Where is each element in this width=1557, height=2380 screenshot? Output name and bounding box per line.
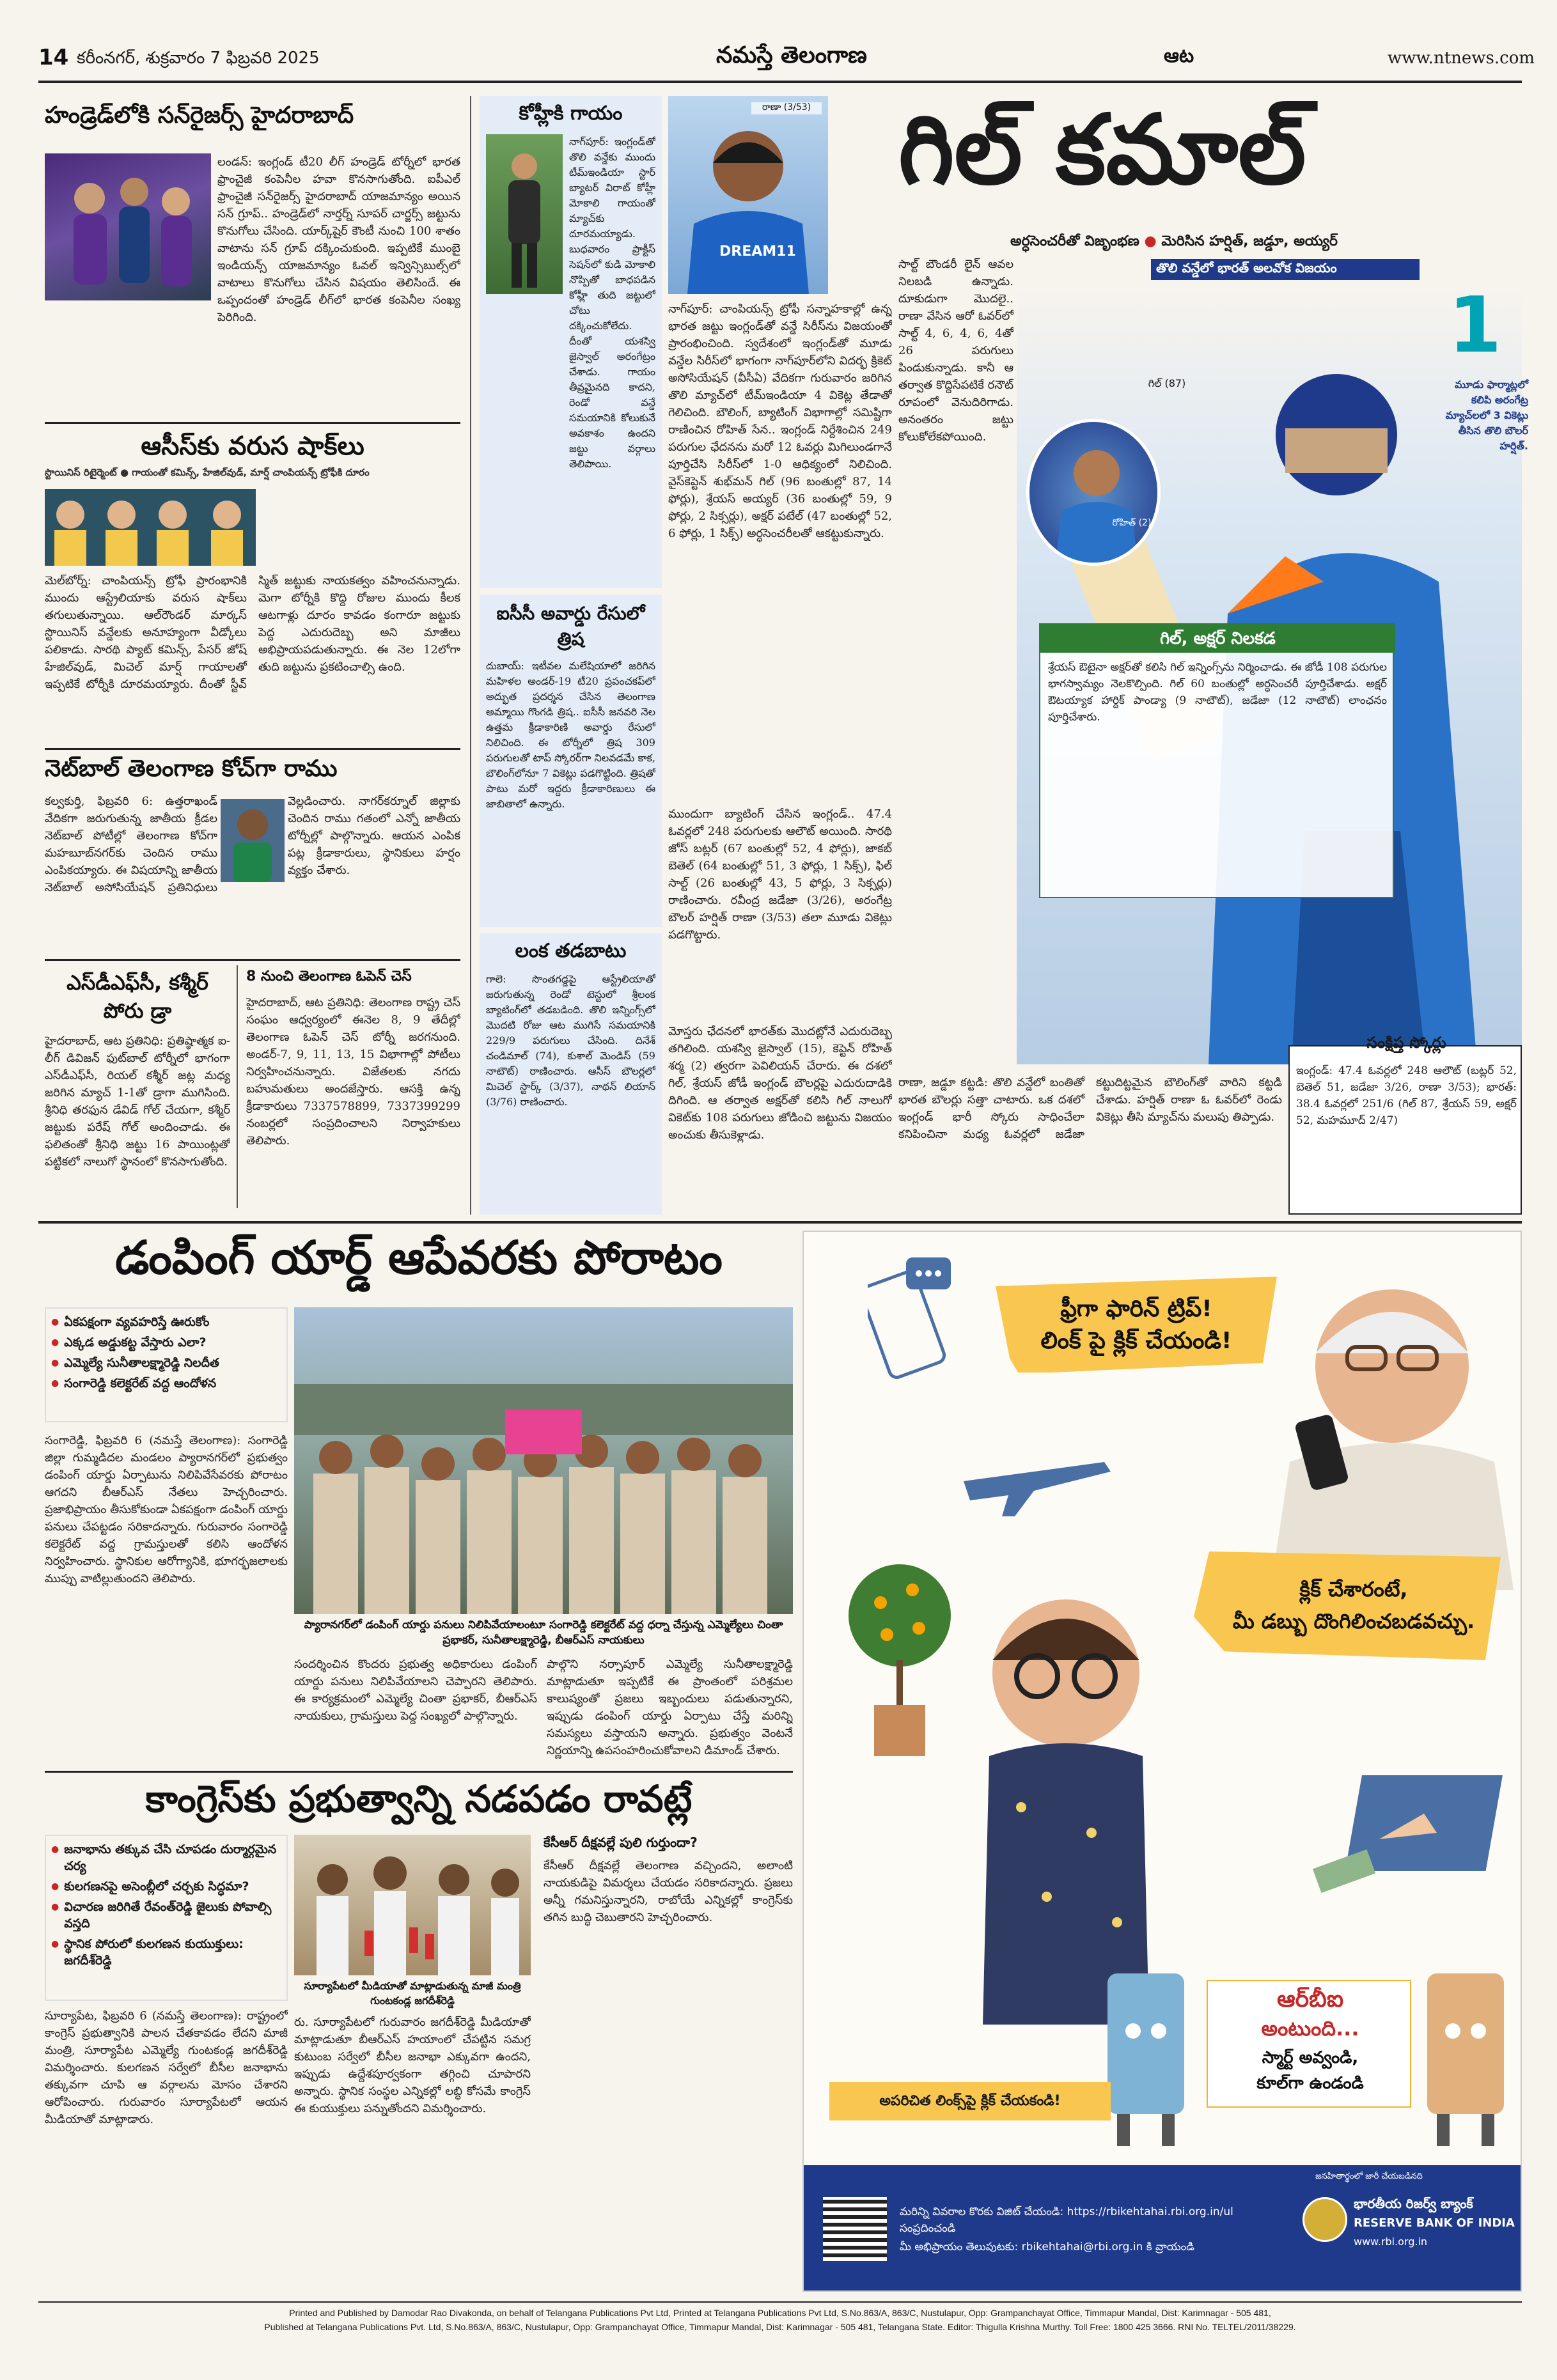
rbi-info: మరిన్ని వివరాల కొరకు విజిట్ చేయండి: https://rbikehtahai.rbi.org.in/ul సంప్రదించండి	[900, 2205, 1233, 2235]
lead-body-4: మోస్తరు ఛేదనలో భారత్‌కు మొదట్లోనే ఎదురుదెబ్బ తగిలింది. యశస్వి జైస్వాల్ (15), కెప్టెన్ రోహిత్ శర్మ (2) త్వరగా పెవిలియన్ చేరారు. ఈ దశలో గిల్, శ్రేయస్ జోడీ ఇంగ్లండ్ బౌలర్లపై ఎదురుదాడికి దిగింది. ఆ తర్వాత అక్షర్‌తో కలిసి గిల్ నాలుగో వికెట్‌కు 108 పరుగులు జోడించి జట్టును విజయం అంచుకు తీసుకెళ్లాడు.	[668, 1025, 892, 1142]
story-headline: ఎస్‌డీఎఫ్‌సీ, కశ్మీర్ పోరు డ్రా	[67, 970, 208, 1023]
phone-message-icon	[868, 1257, 957, 1379]
bullet-item: ● జనాభాను తక్కువ చేసి చూపడం దుర్మార్గమైన చర్య	[51, 1841, 281, 1874]
bullet-item: ● ఎమ్మెల్యే సునీతాలక్ష్మారెడ్డి నిలదీత	[51, 1355, 281, 1371]
rana-caption: రాణా (3/53)	[751, 102, 822, 114]
story-body: రు. సూర్యాపేటలో గురువారం జగదీశ్‌రెడ్డి మీడియాతో మాట్లాడుతూ బీఆర్‌ఎస్ హయాంలో చేపట్టిన సమగ్ర కుటుంబ సర్వేలో బీసీల జనాభా ఎక్కువగా ఉందని, ఇప్పుడు ఉద్దేశపూర్వకంగా తగ్గించి చూపారని అన్నారు. స్థానిక సంస్థల ఎన్నికల్లో లబ్ధి కోసమే కాంగ్రెస్ ఈ కుయుక్తులు పన్నుతోందని విమర్శించారు.	[294, 2016, 531, 2115]
story-body: సూర్యాపేట, ఫిబ్రవరి 6 (నమస్తే తెలంగాణ): రాష్ట్రంలో కాంగ్రెస్ ప్రభుత్వానికి పాలన చేతకావడం లేదని మాజీ మంత్రి, సూర్యాపేట ఎమ్మెల్యే గుంటకండ్ల జగదీశ్‌రెడ్డి విమర్శించారు. కులగణన సర్వేలో బీసీల జనాభాను తక్కువగా చూపి ఆ వర్గాలను మోసం చేశారని ఆరోపించారు. గురువారం సూర్యాపేటలో ఆయన మీడియాతో మాట్లాడారు.	[45, 2009, 288, 2126]
page-header	[38, 38, 1535, 83]
bullet-item: ● కులగణనపై అసెంబ్లీలో చర్చకు సిద్ధమా?	[51, 1878, 281, 1895]
lead-body-5: రాణా, జడ్డూ కట్టడి: తొలి వన్డేలో బంతితో భారత బౌలర్లు సత్తా చాటారు. ఒక దశలో ఇంగ్లండ్ భారీ స్కోరు సాధించేలా కనిపించినా మధ్య ఓవర్లలో జడేజా కట్టుదిట్టమైన బౌలింగ్‌తో వారిని కట్టడి చేశాడు. హర్షిత్ రాణా ఓ ఓవర్‌లో రెండు వికెట్లు తీసి మ్యాచ్‌ను మలుపు తిప్పాడు.	[898, 1076, 1282, 1141]
bullet-item: ● విచారణ జరిగితే రేవంత్‌రెడ్డి జైలుకు పోవాల్సి వస్తది	[51, 1899, 281, 1932]
coach-photo	[221, 799, 285, 882]
story-headline: హండ్రెడ్‌లోకి సన్‌రైజర్స్ హైదరాబాద్	[45, 102, 354, 128]
story-body: హైదరాబాద్, ఆట ప్రతినిధి: తెలంగాణ రాష్ట్ర చెస్ సంఘం ఆధ్వర్యంలో ఈనెల 8, 9 తేదీల్లో తెలంగాణ ఓపెన్ చెస్ టోర్నీ జరగనుంది. అండర్-7, 9, 11, 13, 15 విభాగాల్లో పోటీలు నిర్వహించనున్నారు. విజేతలకు నగదు బహుమతులు అందజేస్తారు. ఆసక్తి ఉన్న క్రీడాకారులు 7337578899, 7337399299 నంబర్లలో సంప్రదించాలని నిర్వాహకులు తెలిపారు.	[246, 996, 460, 1147]
footer-divider	[38, 2301, 1522, 2303]
bullet-dot: ●	[1144, 233, 1162, 249]
story-body: నాగ్‌పూర్: ఇంగ్లండ్‌తో తొలి వన్డేకు ముందు టీమ్‌ఇండియా స్టార్ బ్యాటర్ విరాట్ కోహ్లీ మోకాలి గాయంతో మ్యాచ్‌కు దూరమయ్యాడు. బుధవారం ప్రాక్టీస్ సెషన్‌లో కుడి మోకాలి నొప్పితో బాధపడిన కోహ్లీ తుది జట్టులో చోటు దక్కించుకోలేదు. దీంతో యశస్వి జైస్వాల్ అరంగేట్రం చేశాడు. గాయం తీవ్రమైనది కాదని, రెండో వన్డే సమయానికి కోలుకునే అవకాశం ఉందని జట్టు వర్గాలు తెలిపాయి.	[569, 136, 655, 470]
rohit-caption: రోహిత్ (2)	[1112, 518, 1152, 528]
series-note: మూడు ఫార్మాట్లలో కలిపి అరంగేట్ర మ్యాచ్‌లలో 3 వికెట్లు తీసిన తొలి బౌలర్ హర్షిత్.	[1445, 378, 1528, 452]
box-body: శ్రేయస్ ఔటైనా అక్షర్‌తో కలిసి గిల్ ఇన్నింగ్స్‌ను నిర్మించాడు. ఈ జోడీ 108 పరుగుల భాగస్వామ్యం నెలకొల్పింది. గిల్ 60 బంతుల్లో అర్ధసెంచరీ పూర్తిచేశాడు. అక్షర్ ఔటయ్యాక హార్దిక్ పాండ్యా (9 నాటౌట్), జడేజా (12 నాటౌట్) లాంఛనం పూర్తిచేశారు.	[1048, 661, 1387, 724]
rbi-says-4: కూల్‌గా ఉండండి	[1256, 2074, 1364, 2093]
story-body: సంగారెడ్డి, ఫిబ్రవరి 6 (నమస్తే తెలంగాణ): సంగారెడ్డి జిల్లా గుమ్మడిదల మండలం ప్యారానగర్‌లో ప్రభుత్వం డంపింగ్ యార్డు ఏర్పాటును నిలిపివేసేవరకు పోరాటం ఆగదని బీఆర్‌ఎస్ నేతలు హెచ్చరించారు. ప్రజాభిప్రాయం తీసుకోకుండా ఏకపక్షంగా డంపింగ్ యార్డు పనులు చేపట్టడం సరికాదన్నారు. గురువారం సంగారెడ్డి కలెక్టరేట్ వద్ద గ్రామస్తులతో కలిసి ఆందోళన నిర్వహించారు. స్థానికుల ఆరోగ్యానికి, భూగర్భజలాలకు ముప్పు వాటిల్లుతుందని తెలిపారు.	[45, 1434, 288, 1585]
australia-players-photo	[45, 489, 256, 566]
rbi-mail: మీ అభిప్రాయం తెలుపుటకు: rbikehtahai@rbi.org.in కి వ్రాయండి	[900, 2241, 1194, 2253]
story-headline: ఆసీస్‌కు వరుస షాక్‌లు	[141, 432, 364, 461]
rbi-advertisement	[802, 1231, 1522, 2292]
protest-crowd-illustration	[294, 1307, 793, 1614]
rbi-says-2: అంటుంది...	[1261, 2016, 1359, 2041]
story-body: గాలె: సొంతగడ్డపై ఆస్ట్రేలియాతో జరుగుతున్న రెండో టెస్టులో శ్రీలంక బ్యాటింగ్‌లో తడబడింది. తొలి ఇన్నింగ్స్‌లో మొదటి రోజు ఆట ముగిసే సమయానికి 229/9 పరుగులు చేసింది. దినేశ్ చండిమాల్ (74), కుశాల్ మెండిస్ (59 నాటౌట్) రాణించారు. ఆసీస్ బౌలర్లలో మిచెల్ స్టార్క్ (3/37), నాథన్ లియాన్ (3/76) రాణించారు.	[486, 973, 655, 1108]
divider	[45, 422, 460, 424]
bullet-item: ● సంగారెడ్డి కలెక్టరేట్ వద్ద ఆందోళన	[51, 1375, 281, 1392]
ad-bubble-line-1: ఫ్రీగా ఫారిన్ ట్రిప్!	[1060, 1296, 1212, 1322]
protest-photo	[294, 1307, 793, 1614]
page-number: 14	[38, 45, 69, 70]
airplane-icon	[957, 1436, 1111, 1520]
story-headline: లంక తడబాటు	[515, 940, 627, 962]
coach-illustration	[221, 799, 285, 882]
ad-bubble-line-3: క్లిక్ చేశారంటే,	[1299, 1577, 1408, 1601]
dateline: కరీంనగర్, శుక్రవారం 7 ఫిబ్రవరి 2025	[77, 49, 320, 68]
scorecard-box	[1288, 1034, 1522, 1215]
qr-code	[823, 2197, 887, 2261]
column-divider	[470, 96, 471, 1215]
imprint-line-1: Printed and Published by Damodar Rao Divakonda, on behalf of Telangana Publications Pvt Ltd, Printed at Telangana Publications Pvt Ltd, S.No.863/A, 863/C, Nustulapur, Opp: Grampanchayat Office, Timmapur Mandal, Dist: Karimnagar - 505 481,	[289, 2308, 1271, 2318]
lead-body-2: ముందుగా బ్యాటింగ్ చేసిన ఇంగ్లండ్.. 47.4 ఓవర్లలో 248 పరుగులకు ఆలౌట్ అయింది. సారథి జోస్ బట్లర్ (67 బంతుల్లో 52, 4 ఫోర్లు), జాకబ్ బెతెల్ (64 బంతుల్లో 51, 3 ఫోర్లు, 1 సిక్స్), ఫిల్ సాల్ట్ (26 బంతుల్లో 43, 5 ఫోర్లు, 3 సిక్సర్లు) రాణించారు. రవీంద్ర జడేజా (3/26), అరంగేట్ర బౌలర్ హర్షిత్ రాణా (3/53) తలా మూడు వికెట్లు పడగొట్టారు.	[668, 807, 892, 942]
rbi-footer	[804, 2165, 1522, 2292]
series-number: 1	[1448, 281, 1502, 370]
box-title: గిల్, అక్షర్ నిలకడ	[1040, 625, 1395, 653]
story-headline: కాంగ్రెస్‌కు ప్రభుత్వాన్ని నడపడం రావట్లే	[145, 1777, 692, 1821]
elderly-man-illustration	[1245, 1257, 1514, 1590]
gill-axar-box	[1039, 623, 1394, 898]
subhead-1: అర్ధసెంచరీతో విజృంభణ	[1010, 233, 1139, 249]
lead-body-3: సాల్ట్ బౌండరీ లైన్ ఆవల నిలబడి ఉన్నాడు. దూకుడుగా మొదలై.. రాణా వేసిన ఆరో ఓవర్‌లో సాల్ట్ 4, 6, 4, 6, 4తో 26 పరుగులు పిండుకున్నాడు. కానీ ఆ తర్వాత కొద్దిసేపటికే రనౌట్ రూపంలో వెనుదిరిగాడు. అనంతరం జట్టు కోలుకోలేకపోయింది.	[898, 258, 1013, 444]
rbi-mascot-right	[1418, 1961, 1514, 2152]
kohli-photo	[486, 134, 563, 294]
divider	[45, 748, 460, 750]
rana-photo	[668, 96, 828, 294]
ad-banner: అపరిచిత లింక్స్‌పై క్లిక్ చేయకండి!	[829, 2082, 1111, 2120]
rbi-mascot-left	[1098, 1961, 1194, 2152]
rbi-name-en: RESERVE BANK OF INDIA	[1354, 2216, 1515, 2230]
scorecard-title: సంక్షిప్త స్కోర్లు	[1366, 1034, 1446, 1052]
child-illustration	[925, 1564, 1207, 2025]
four-players-illustration	[45, 489, 256, 566]
imprint-line-2: Published at Telangana Publications Pvt. Ltd, S.No.863/A, 863/C, Nustulapur, Opp: Grampanchayat Office, Timmapur Mandal, Dist: Karimnagar - 505 481, Telangana State. Editor: Thigulla Krishna Murthy. Toll Free: 1800 425 3666. RNI No. TELTEL/2011/38229.	[264, 2322, 1296, 2332]
divider	[45, 959, 460, 961]
laptop-money-illustration	[1296, 1750, 1514, 1941]
story-body: కేసీఆర్ దీక్షవల్లే తెలంగాణ వచ్చిందని, అలాంటి నాయకుడిపై విమర్శలు చేయడం సరికాదన్నారు. ప్రజలు అన్నీ గమనిస్తున్నారని, రాబోయే ఎన్నికల్లో కాంగ్రెస్‌కు తగిన బుద్ధి చెబుతారని హెచ్చరించారు.	[544, 1859, 793, 1924]
trisha-box	[480, 595, 662, 927]
photo-caption: సూర్యాపేటలో మీడియాతో మాట్లాడుతున్న మాజీ మంత్రి గుంటకండ్ల జగదీశ్‌రెడ్డి	[304, 1980, 521, 2007]
press-meet-illustration	[294, 1835, 531, 1975]
story-body: పాల్గొని నర్సాపూర్ ఎమ్మెల్యే సునీతాలక్ష్మారెడ్డి మాట్లాడుతూ ఇప్పటికే ఈ ప్రాంతంలో పరిశ్రమల కాలుష్యంతో ప్రజలు ఇబ్బందులు పడుతున్నారని, ఇప్పుడు డంపింగ్ యార్డు ఏర్పాటు చేస్తే మరిన్ని సమస్యలు వస్తాయని అన్నారు. ప్రభుత్వం వెంటనే నిర్ణయాన్ని ఉపసంహరించుకోవాలని డిమాండ్ చేశారు.	[547, 1658, 793, 1757]
lead-headline: గిల్ కమాల్	[898, 95, 1306, 206]
story-headline: డంపింగ్ యార్డ్ ఆపేవరకు పోరాటం	[115, 1231, 723, 1284]
lead-body-1: నాగ్‌పూర్: చాంపియన్స్ ట్రోఫీ సన్నాహకాల్లో ఉన్న భారత జట్టు ఇంగ్లండ్‌తో వన్డే సిరీస్‌ను విజయంతో ప్రారంభించింది. స్వదేశంలో ఇంగ్లండ్‌తో మూడు వన్డేల సిరీస్‌లో భాగంగా నాగ్‌పూర్‌లోని విదర్భ క్రికెట్ అసోసియేషన్ (వీసీఏ) వేదికగా గురువారం జరిగిన తొలి మ్యాచ్‌లో టీమ్‌ఇండియా 4 వికెట్ల తేడాతో గెలిచింది. బౌలింగ్, బ్యాటింగ్ విభాగాల్లో సమిష్టిగా రాణించిన రోహిత్ సేన.. ఇంగ్లండ్ నిర్దేశించిన 249 పరుగుల ఛేదనను మరో 12 ఓవర్లు మిగిలుండగానే పూర్తిచేసి సిరీస్‌లో 1-0 ఆధిక్యంలో నిలిచింది. వైస్‌కెప్టెన్ శుభ్‌మన్ గిల్ (96 బంతుల్లో 87, 14 ఫోర్లు), శ్రేయస్ అయ్యర్ (36 బంతుల్లో 59, 9 ఫోర్లు, 2 సిక్సర్లు), అక్షర్ పటేల్ (47 బంతుల్లో 52, 6 ఫోర్లు, 1 సిక్స్) అర్ధసెంచరీలతో ఆకట్టుకున్నారు.	[668, 302, 892, 540]
column-divider	[237, 965, 238, 1208]
subhead-2: మెరిసిన హర్షిత్, జడ్డూ, అయ్యర్	[1161, 233, 1338, 249]
rbi-url: www.rbi.org.in	[1354, 2236, 1428, 2248]
press-meet-photo	[294, 1835, 531, 1975]
rbi-says-1: ఆర్‌బీఐ	[1276, 1986, 1343, 2012]
players-illustration	[45, 153, 211, 300]
story-body: మెల్‌బోర్న్: చాంపియన్స్ ట్రోఫీ ప్రారంభానికి ముందు ఆస్ట్రేలియాకు వరుస షాక్‌లు తగులుతున్నాయి. ఆల్‌రౌండర్ మార్కస్ స్టొయినిస్ వన్డేలకు అనూహ్యంగా వీడ్కోలు పలికాడు. సారథి ప్యాట్ కమిన్స్, పేసర్ జోష్ హేజిల్‌వుడ్, మిచెల్ మార్ష్ గాయాలతో ఇప్పటికే టోర్నీకి దూరమయ్యారు. దీంతో స్టీవ్ స్మిత్ జట్టుకు నాయకత్వం వహించనున్నాడు. మెగా టోర్నీకి కొద్ది రోజుల ముందు కీలక ఆటగాళ్లు దూరం కావడం కంగారూ జట్టుకు పెద్ద ఎదురుదెబ్బ అని మాజీలు అభిప్రాయపడుతున్నారు. ఈ నెల 12లోగా తుది జట్టును ప్రకటించాల్సి ఉంది.	[45, 574, 460, 691]
story-body: హైదరాబాద్, ఆట ప్రతినిధి: ప్రతిష్ఠాత్మక ఐ-లీగ్ డివిజన్ ఫుట్‌బాల్ టోర్నీలో భాగంగా ఎస్‌డీఎఫ్‌సీ, రియల్ కశ్మీర్ జట్ల మధ్య జరిగిన మ్యాచ్ 1-1తో డ్రాగా ముగిసింది. శ్రీనిధి తరఫున డేవిడ్ గోల్ చేయగా, కశ్మీర్ జట్టుకు పరేష్ గోల్ అందించాడు. ఈ ఫలితంతో శ్రీనిధి జట్టు 16 పాయింట్లతో పట్టికలో నాలుగో స్థానంలో కొనసాగుతోంది.	[45, 1034, 230, 1169]
lead-subhead-strip: తొలి వన్డేలో భారత్ అలవోక విజయం	[1151, 259, 1420, 280]
rbi-tag: జనహితార్థంలో జారీ చేయబడినది	[1315, 2172, 1423, 2181]
lead-subhead	[1010, 233, 1535, 253]
section-divider	[38, 1221, 1522, 1224]
story-bullets	[45, 1307, 288, 1422]
section-label: ఆట	[1164, 45, 1194, 67]
kohli-illustration	[486, 134, 563, 294]
story-kicker: స్టొయినిస్ రిటైర్మెంట్ ● గాయంతో కమిన్స్, హేజిల్‌వుడ్, మార్ష్ చాంపియన్స్ ట్రోఫీకి దూరం	[45, 467, 370, 478]
rbi-seal	[1303, 2197, 1347, 2242]
sub-head: కేసీఆర్ దీక్షవల్లే పులి గుర్తుందా?	[544, 1835, 698, 1850]
rohit-photo	[1026, 419, 1161, 566]
photo-caption: ప్యారానగర్‌లో డంపింగ్ యార్డు పనులు నిలిపివేయాలంటూ సంగారెడ్డి కలెక్టరేట్ వద్ద ధర్నా చేస్తున్న ఎమ్మెల్యేలు చింతా ప్రభాకర్, సునీతాలక్ష్మారెడ్డి, బీఆర్‌ఎస్ నాయకులు	[304, 1619, 783, 1647]
kohli-box	[480, 96, 662, 588]
scorecard-body: ఇంగ్లండ్: 47.4 ఓవర్లలో 248 ఆలౌట్ (బట్లర్ 52, బెతెల్ 51, జడేజా 3/26, రాణా 3/53); భారత్: 38.4 ఓవర్లలో 251/6 (గిల్ 87, శ్రేయస్ 59, అక్షర్ 52, మహమూద్ 2/47)	[1296, 1064, 1517, 1127]
gill-caption: గిల్ (87)	[1148, 377, 1186, 389]
story-headline: 8 నుంచి తెలంగాణ ఓపెన్ చెస్	[246, 968, 412, 984]
cricket-team-photo	[45, 153, 211, 300]
bullet-item: ● ఏకపక్షంగా వ్యవహరిస్తే ఊరుకోం	[51, 1314, 281, 1330]
ad-bubble-line-2: లింక్ పై క్లిక్ చేయండి!	[1040, 1328, 1232, 1354]
story-body: కల్వకుర్తి, ఫిబ్రవరి 6: ఉత్తరాఖండ్ వేదికగా జరుగుతున్న జాతీయ క్రీడల నెట్‌బాల్ పోటీల్లో తెలంగాణ కోచ్‌గా మహబూబ్‌నగర్‌కు చెందిన రాము ఎంపికయ్యారు. ఈ విషయాన్ని జాతీయ నెట్‌బాల్ అసోసియేషన్ ప్రతినిధులు వెల్లడించారు. నాగర్‌కర్నూల్ జిల్లాకు చెందిన రాము గతంలో ఎన్నో జాతీయ టోర్నీల్లో పాల్గొన్నారు. ఆయన ఎంపిక పట్ల క్రీడాకారులు, స్థానికులు హర్షం వ్యక్తం చేశారు.	[45, 795, 460, 894]
rbi-name-te: భారతీయ రిజర్వ్ బ్యాంక్	[1354, 2196, 1473, 2211]
bullet-item: ● ఎక్కడ అడ్డుకట్ట వేస్తారు ఎలా?	[51, 1334, 281, 1351]
story-body: దుబాయ్: ఇటీవల మలేషియాలో జరిగిన మహిళల అండర్-19 టీ20 ప్రపంచకప్‌లో అద్భుత ప్రదర్శన చేసిన తెలంగాణ అమ్మాయి గొంగడి త్రిష.. ఐసీసీ జనవరి నెల ఉత్తమ క్రీడాకారిణి అవార్డు రేసులో నిలిచింది. ఈ టోర్నీలో త్రిష 309 పరుగులతో టాప్ స్కోరర్‌గా నిలవడమే కాక, బౌలింగ్‌లోనూ 7 వికెట్లు పడగొట్టింది. త్రిషతో పాటు మరో ఇద్దరు క్రీడాకారిణులు ఈ జాబితాలో ఉన్నారు.	[486, 660, 655, 810]
story-headline: ఐసీసీ అవార్డు రేసులో త్రిష	[496, 603, 645, 649]
ad-bubble-line-4: మీ డబ్బు దొంగిలించబడవచ్చు.	[1232, 1609, 1475, 1633]
story-headline: కోహ్లీకి గాయం	[519, 102, 623, 125]
rbi-says-3: స్మార్ట్ అవ్వండి,	[1262, 2048, 1359, 2067]
rana-illustration	[668, 96, 828, 294]
story-headline: నెట్‌బాల్ తెలంగాణ కోచ్‌గా రాము	[45, 756, 338, 782]
masthead: నమస్తే తెలంగాణ	[716, 42, 867, 68]
rohit-illustration	[1029, 422, 1161, 566]
lanka-box	[480, 933, 662, 1215]
bullet-item: ● స్థానిక పోరులో కులగణన కుయుక్తులు: జగదీశ్‌రెడ్డి	[51, 1936, 281, 1969]
rbi-says-box	[1207, 1980, 1411, 2108]
story-bullets	[45, 1835, 288, 2001]
website: www.ntnews.com	[1388, 49, 1535, 68]
story-body: లండన్: ఇంగ్లండ్ టీ20 లీగ్ హండ్రెడ్ టోర్నీలో భారత ఫ్రాంచైజీ కంపెనీల హవా కొనసాగుతోంది. ఐపీఎల్ ఫ్రాంచైజీ సన్‌రైజర్స్ హైదరాబాద్ యాజమాన్యం అయిన సన్ గ్రూప్.. హండ్రెడ్‌లో నార్తర్న్ సూపర్ చార్జర్స్ జట్టును కొనుగోలు చేసింది. యార్క్‌షైర్ కౌంటీ నుంచి 100 శాతం వాటాను సన్ గ్రూప్ దక్కించుకుంది. ఇప్పటికే ముంబై ఇండియన్స్ యాజమాన్యం ఓవల్ ఇన్విన్సిబుల్స్‌లో వాటాలు కొనుగోలు చేసిన విషయం తెలిసిందే. ఈ ఒప్పందంతో హండ్రెడ్ లీగ్‌లో భారత కంపెనీల సంఖ్య పెరిగింది.	[217, 155, 460, 324]
svg-text:DREAM11: DREAM11	[719, 244, 796, 260]
story-body: సందర్శించిన కొందరు ప్రభుత్వ అధికారులు డంపింగ్ యార్డు పనులు నిలిపివేయాలని చెప్పారని తెలిపారు. ఈ కార్యక్రమంలో ఎమ్మెల్యే చింతా ప్రభాకర్, బీఆర్‌ఎస్ నాయకులు, గ్రామస్తులు పెద్ద సంఖ్యలో పాల్గొన్నారు.	[294, 1658, 537, 1723]
divider	[45, 1771, 793, 1773]
